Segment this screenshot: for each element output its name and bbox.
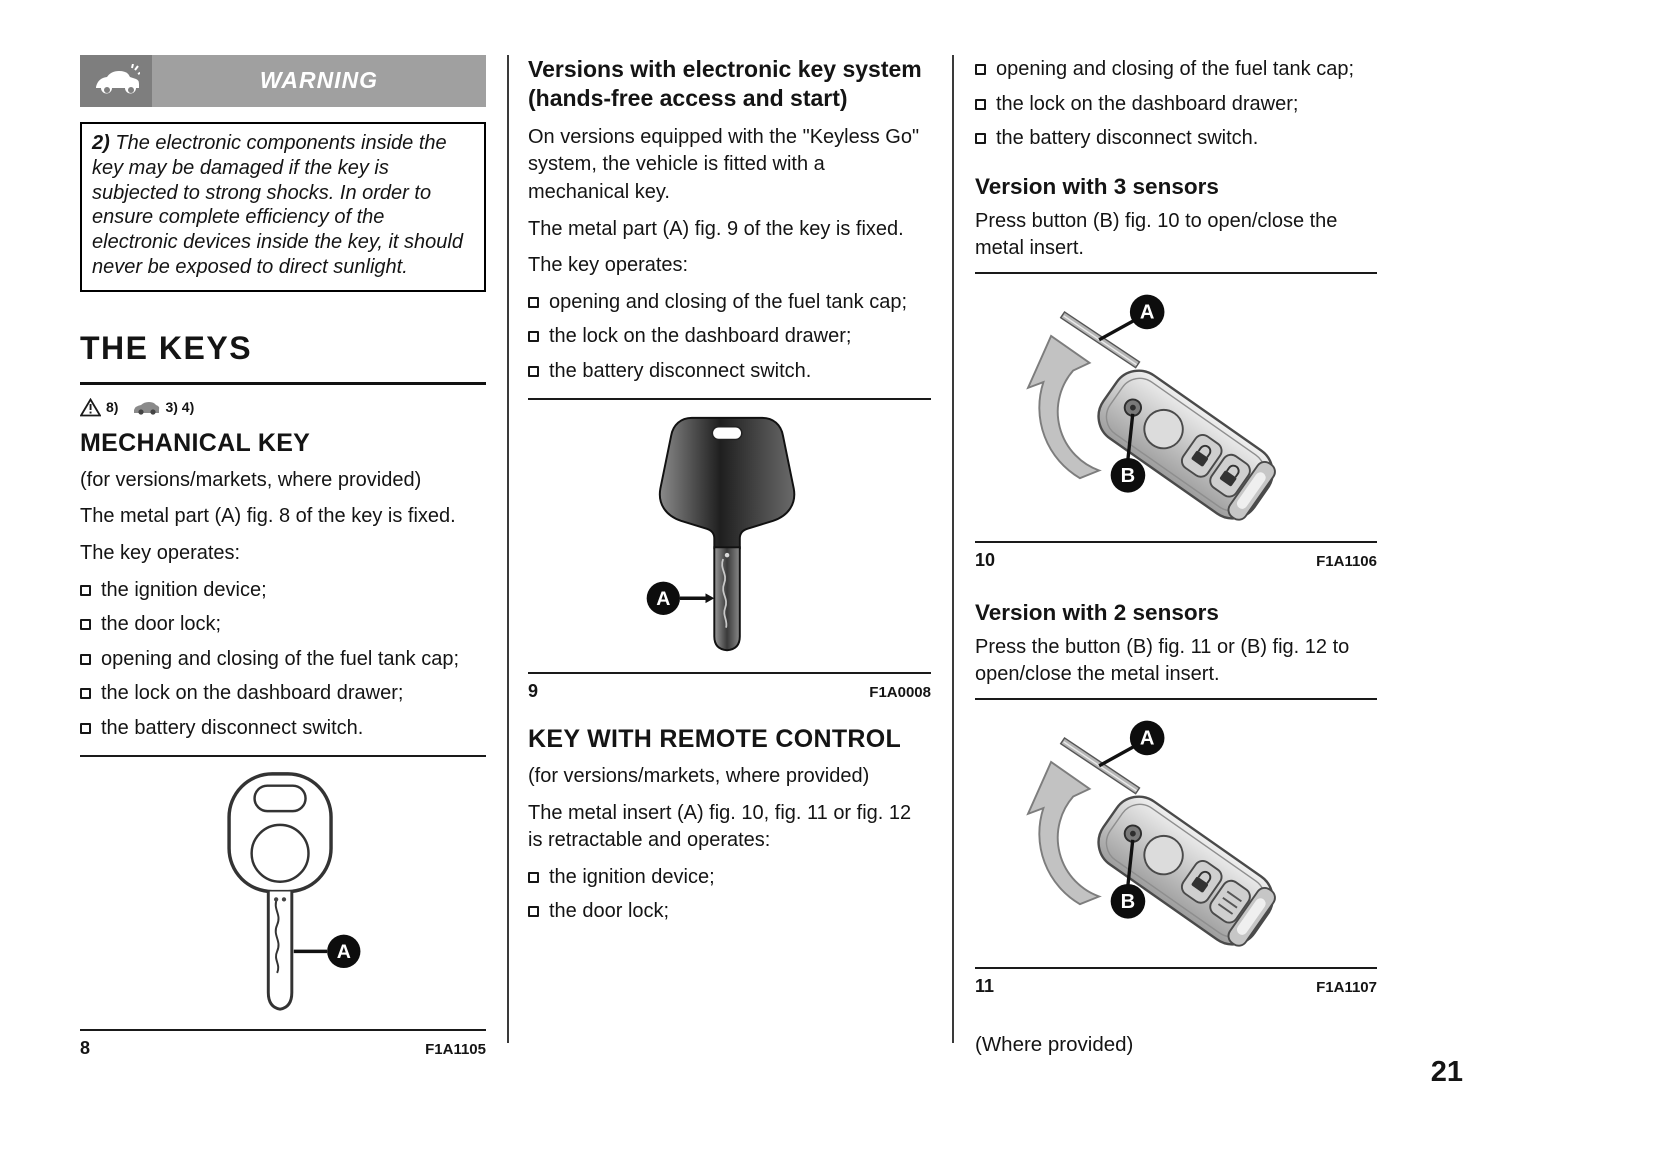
figure-9 <box>528 398 931 704</box>
bullet-item: the ignition device; <box>528 864 931 892</box>
left-column <box>80 55 486 1060</box>
figure-code: F1A1106 <box>1316 553 1377 571</box>
figure-code: F1A0008 <box>869 683 931 701</box>
paragraph: The metal insert (A) fig. 10, fig. 11 or fig. 12 is retractable and operates: <box>528 801 912 852</box>
heading-electronic-key-system: Versions with electronic key system (hands-free access and start) <box>528 56 922 112</box>
section-title-the-keys: THE KEYS <box>80 326 486 385</box>
figure-code: F1A1107 <box>1316 979 1377 997</box>
bullet-item: the ignition device; <box>80 577 486 605</box>
figure-10 <box>975 272 1377 573</box>
warning-triangle-icon <box>80 398 101 417</box>
figure-11-caption <box>975 967 1377 999</box>
figure-10-image <box>975 272 1377 541</box>
square-bullet-icon <box>975 64 986 75</box>
callout-a: A <box>1139 727 1155 750</box>
callout-a: A <box>336 940 351 963</box>
flip-key-illustration <box>981 286 1371 531</box>
heading-version-2-sensors: Version with 2 sensors <box>975 599 1219 625</box>
square-bullet-icon <box>80 619 91 630</box>
figure-number: 10 <box>975 550 996 571</box>
square-bullet-icon <box>528 366 539 377</box>
heading-key-with-remote-control: KEY WITH REMOTE CONTROL <box>528 725 902 754</box>
bullet-item: the door lock; <box>80 611 486 639</box>
bullet-item: opening and closing of the fuel tank cap; <box>528 289 931 317</box>
paragraph: Press button (B) fig. 10 to open/close the metal insert. <box>975 209 1338 260</box>
car-crash-icon <box>80 55 152 107</box>
bullet-item: the lock on the dashboard drawer; <box>528 323 931 351</box>
bullet-item: the battery disconnect switch. <box>80 715 486 743</box>
fixed-key-illustration <box>615 412 845 662</box>
paragraph: (for versions/markets, where provided) <box>80 468 422 491</box>
bullet-item: the battery disconnect switch. <box>528 358 931 386</box>
flip-arrow-icon <box>1028 336 1099 478</box>
warning-note-text: The electronic components inside the key may be damaged if the key is subjected to strong shocks. In order to ensure complete efficiency of the electronic devices inside the key, it should never be exposed to direct sunlight. <box>92 132 463 278</box>
square-bullet-icon <box>528 331 539 342</box>
square-bullet-icon <box>528 906 539 917</box>
column-divider <box>952 55 954 1043</box>
right-column <box>975 55 1377 1059</box>
car-icon <box>133 401 160 415</box>
paragraph: The key operates: <box>80 541 241 564</box>
heading-version-3-sensors: Version with 3 sensors <box>975 173 1219 199</box>
figure-number: 11 <box>975 976 995 997</box>
page-number: 21 <box>1430 1056 1463 1088</box>
bullet-item: the lock on the dashboard drawer; <box>975 91 1377 119</box>
callout-b: B <box>1120 891 1136 914</box>
callout-a: A <box>655 587 670 610</box>
ref-note-8: 8) <box>106 398 119 415</box>
figure-number: 9 <box>528 680 539 701</box>
bullet-item: the door lock; <box>528 898 931 926</box>
paragraph: The metal part (A) fig. 8 of the key is fixed. <box>80 505 456 528</box>
flip-key-illustration <box>981 712 1371 957</box>
figure-code: F1A1105 <box>425 1040 486 1058</box>
paragraph: (for versions/markets, where provided) <box>528 764 870 787</box>
flip-arrow-icon <box>1028 762 1099 904</box>
square-bullet-icon <box>528 297 539 308</box>
car-crash-icon-graphic <box>92 64 140 98</box>
column-divider <box>507 55 509 1043</box>
figure-8-caption <box>80 1029 486 1061</box>
figure-9-caption <box>528 672 931 704</box>
warning-note-ref: 2) <box>92 132 110 154</box>
figure-8 <box>80 755 486 1061</box>
bullet-item: opening and closing of the fuel tank cap; <box>975 56 1377 84</box>
square-bullet-icon <box>80 585 91 596</box>
mechanical-key-illustration <box>168 769 398 1019</box>
heading-mechanical-key: MECHANICAL KEY <box>80 429 311 458</box>
bullet-item: opening and closing of the fuel tank cap; <box>80 646 486 674</box>
figure-9-image <box>528 398 931 672</box>
where-provided-note: (Where provided) <box>975 1032 1134 1056</box>
bullet-item: the lock on the dashboard drawer; <box>80 680 486 708</box>
square-bullet-icon <box>80 688 91 699</box>
callout-b: B <box>1120 465 1136 488</box>
square-bullet-icon <box>975 133 986 144</box>
callout-a: A <box>1139 301 1155 324</box>
bullet-item: the battery disconnect switch. <box>975 125 1377 153</box>
square-bullet-icon <box>975 99 986 110</box>
figure-11 <box>975 698 1377 999</box>
paragraph: Press the button (B) fig. 11 or (B) fig. 12 to open/close the metal insert. <box>975 635 1350 686</box>
warning-note <box>80 122 486 292</box>
paragraph: The metal part (A) fig. 9 of the key is fixed. <box>528 217 904 240</box>
warning-title: WARNING <box>152 55 486 107</box>
figure-10-caption <box>975 541 1377 573</box>
ref-note-3-4: 3) 4) <box>165 398 195 415</box>
square-bullet-icon <box>80 654 91 665</box>
paragraph: On versions equipped with the "Keyless Go" system, the vehicle is fitted with a mechanical key. <box>528 125 920 204</box>
figure-number: 8 <box>80 1037 91 1058</box>
figure-8-image <box>80 755 486 1029</box>
paragraph: The key operates: <box>528 254 689 277</box>
reference-notes <box>80 398 486 417</box>
figure-11-image <box>975 698 1377 967</box>
square-bullet-icon <box>80 723 91 734</box>
warning-banner <box>80 55 486 107</box>
square-bullet-icon <box>528 872 539 883</box>
middle-column <box>528 55 931 933</box>
